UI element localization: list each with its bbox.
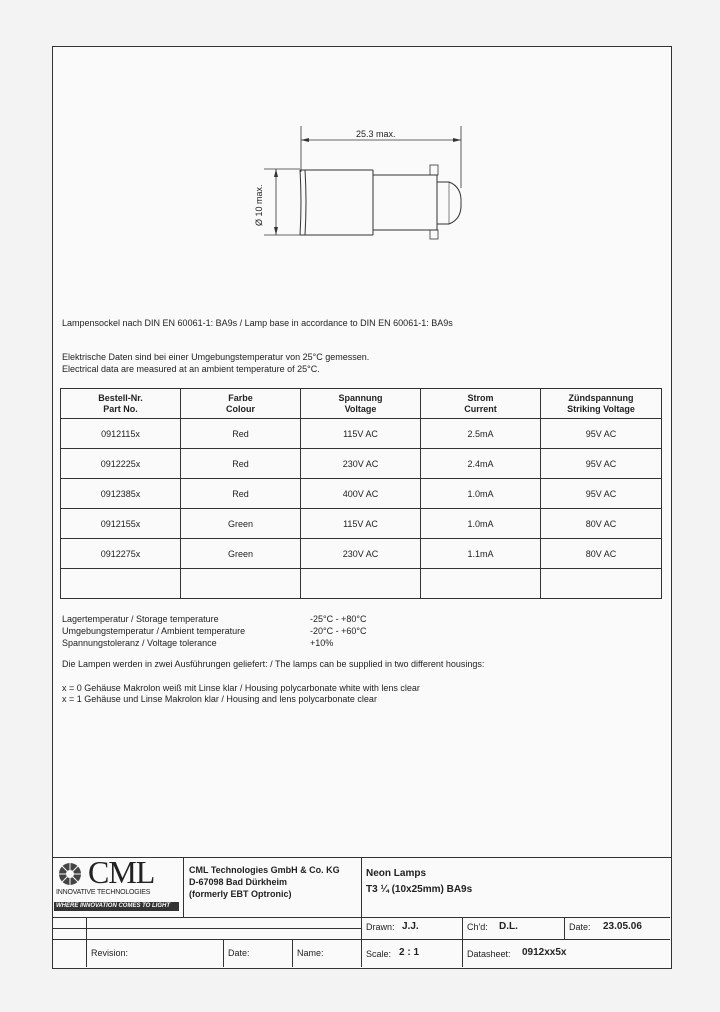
cell-current: 1.0mA [421,479,541,509]
cml-logo-text: CML [88,854,155,890]
cell-part-no [61,569,181,599]
cell-striking-voltage: 95V AC [541,419,662,449]
tolerance-label: Spannungstoleranz / Voltage tolerance [62,638,217,648]
cell-colour: Green [181,509,301,539]
revision-label: Revision: [91,948,129,958]
scale-value: 2 : 1 [399,947,420,958]
length-dimension-label: 25.3 max. [356,129,396,139]
ambient-label: Umgebungstemperatur / Ambient temperature [62,626,246,636]
cml-starburst-logo-icon [56,860,84,888]
base-note: Lampensockel nach DIN EN 60061-1: BA9s / Lamp base in accordance to DIN EN 60061-1: BA9s [62,318,453,328]
table-row [61,569,662,599]
product-subtitle: T3 ¼ (10x25mm) BA9s [366,884,473,895]
cell-part-no: 0912225x [61,449,181,479]
cell-colour [181,569,301,599]
header-colour: Farbe Colour [181,389,301,419]
table-row [61,449,662,479]
table-header-row [61,389,662,419]
product-title: Neon Lamps [366,868,427,879]
cml-logo-subtitle: INNOVATIVE TECHNOLOGIES [56,889,151,896]
date-label: Date: [569,922,591,932]
cell-striking-voltage: 80V AC [541,539,662,569]
cell-part-no: 0912385x [61,479,181,509]
tolerance-value: +10% [310,638,334,648]
company-address: D-67098 Bad Dürkheim [189,877,288,887]
header-current: Strom Current [421,389,541,419]
cell-part-no: 0912155x [61,509,181,539]
cell-colour: Green [181,539,301,569]
revision-date-label: Date: [228,948,250,958]
cell-part-no: 0912275x [61,539,181,569]
cell-striking-voltage [541,569,662,599]
cell-voltage: 400V AC [301,479,421,509]
datasheet-value: 0912xx5x [522,947,567,958]
header-part-no: Bestell-Nr. Part No. [61,389,181,419]
cell-current: 2.5mA [421,419,541,449]
table-row [61,509,662,539]
table-row [61,479,662,509]
cell-colour: Red [181,479,301,509]
housing-option-0: x = 0 Gehäuse Makrolon weiß mit Linse klar / Housing polycarbonate white with lens clear [62,683,420,693]
cml-logo-slogan: WHERE INNOVATION COMES TO LIGHT [56,903,170,909]
cell-striking-voltage: 95V AC [541,479,662,509]
cell-current: 2.4mA [421,449,541,479]
cell-striking-voltage: 80V AC [541,509,662,539]
electrical-note-de: Elektrische Daten sind bei einer Umgebungstemperatur von 25°C gemessen. [62,352,370,362]
checked-value: D.L. [499,921,518,932]
drawn-label: Drawn: [366,922,395,932]
housing-option-1: x = 1 Gehäuse und Linse Makrolon klar / Housing and lens polycarbonate clear [62,694,377,704]
cell-current: 1.1mA [421,539,541,569]
storage-label: Lagertemperatur / Storage temperature [62,614,219,624]
cell-part-no: 0912115x [61,419,181,449]
cell-colour: Red [181,419,301,449]
date-value: 23.05.06 [603,921,642,932]
housings-note: Die Lampen werden in zwei Ausführungen geliefert: / The lamps can be supplied in two different housings: [62,659,485,669]
electrical-note-en: Electrical data are measured at an ambient temperature of 25°C. [62,364,320,374]
checked-label: Ch'd: [467,922,488,932]
company-former-name: (formerly EBT Optronic) [189,889,292,899]
cell-current: 1.0mA [421,509,541,539]
spec-table [60,388,662,599]
cell-colour: Red [181,449,301,479]
cell-voltage: 115V AC [301,509,421,539]
datasheet-label: Datasheet: [467,949,511,959]
diameter-dimension-label: Ø 10 max. [254,184,264,226]
company-name: CML Technologies GmbH & Co. KG [189,865,340,875]
cell-voltage: 230V AC [301,449,421,479]
cell-striking-voltage: 95V AC [541,449,662,479]
scale-label: Scale: [366,949,392,959]
table-row [61,539,662,569]
table-row [61,419,662,449]
header-voltage: Spannung Voltage [301,389,421,419]
drawn-value: J.J. [402,921,419,932]
revision-name-label: Name: [297,948,324,958]
ambient-value: -20°C - +60°C [310,626,367,636]
header-striking-voltage: Zündspannung Striking Voltage [541,389,662,419]
cell-voltage: 230V AC [301,539,421,569]
cell-voltage [301,569,421,599]
cell-voltage: 115V AC [301,419,421,449]
storage-value: -25°C - +80°C [310,614,367,624]
cell-current [421,569,541,599]
